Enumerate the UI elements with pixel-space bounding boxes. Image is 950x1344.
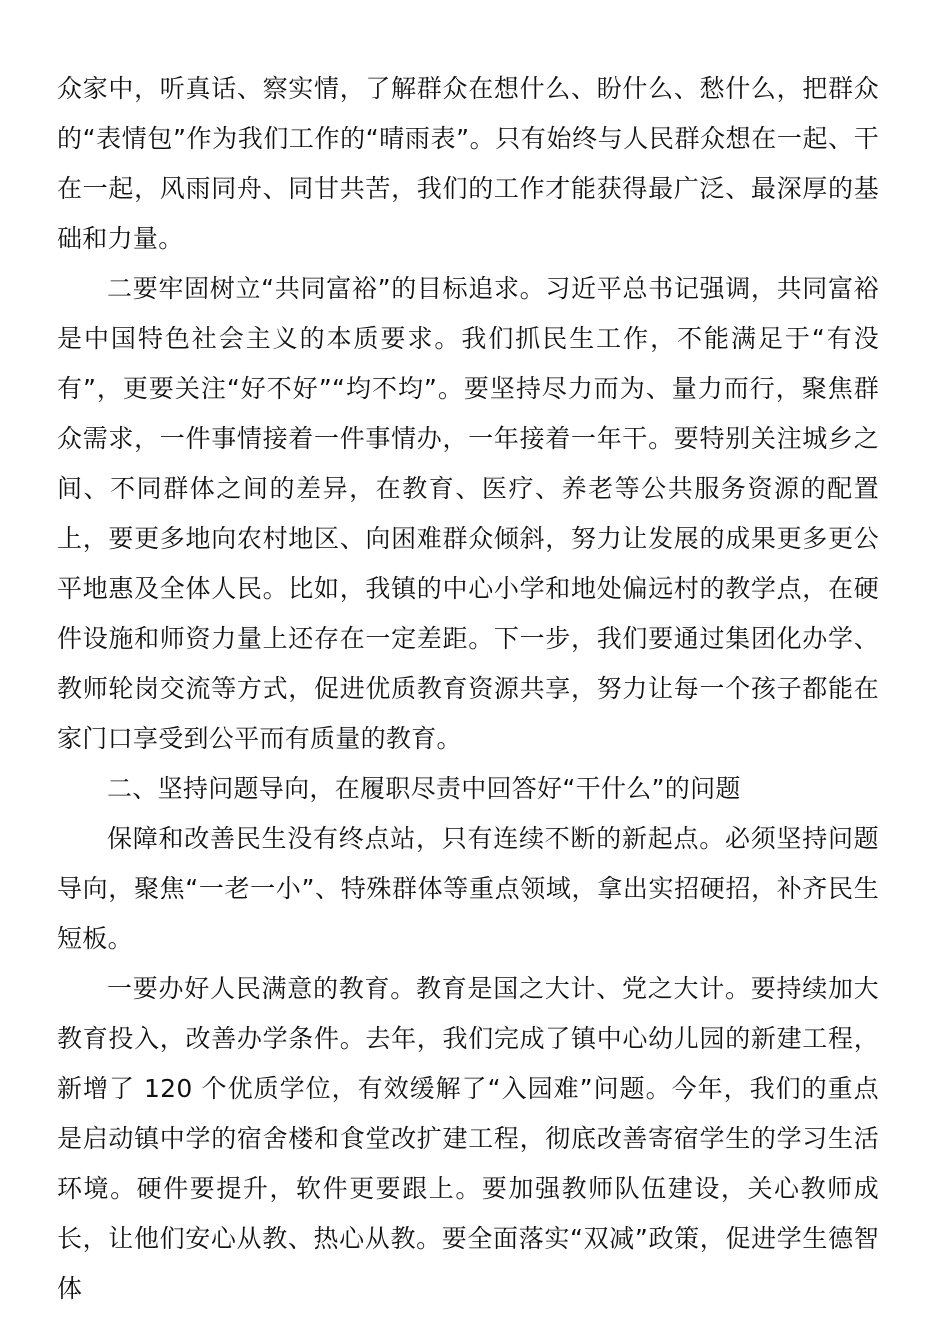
paragraph-livelihood-intro: 保障和改善民生没有终点站，只有连续不断的新起点。必须坚持问题导向，聚焦“一老一小”、特殊群体等重点领域，拿出实招硬招，补齐民生短板。 [57,824,879,953]
section-heading-problem-orientation: 二、坚持问题导向，在履职尽责中回答好“干什么”的问题 [107,774,741,803]
document-body [57,64,879,1314]
paragraph-common-prosperity: 二要牢固树立“共同富裕”的目标追求。习近平总书记强调，共同富裕是中国特色社会主义的本质要求。我们抓民生工作，不能满足于“有没有”，更要关注“好不好”“均不均”。要坚持尽力而为、量力而行，聚焦群众需求，一件事情接着一件事情办，一年接着一年干。要特别关注城乡之间、不同群体之间的差异，在教育、医疗、养老等公共服务资源的配置上，要更多地向农村地区、向困难群众倾斜，努力让发展的成果更多更公平地惠及全体人民。比如，我镇的中心小学和地处偏远村的教学点，在硬件设施和师资力量上还存在一定差距。下一步，我们要通过集团化办学、教师轮岗交流等方式，促进优质教育资源共享，努力让每一个孩子都能在家门口享受到公平而有质量的教育。 [57,274,879,753]
paragraph-continuation: 众家中，听真话、察实情，了解群众在想什么、盼什么、愁什么，把群众的“表情包”作为我们工作的“晴雨表”。只有始终与人民群众想在一起、干在一起，风雨同舟、同甘共苦，我们的工作才能获得最广泛、最深厚的基础和力量。 [57,74,879,253]
paragraph-education: 一要办好人民满意的教育。教育是国之大计、党之大计。要持续加大教育投入，改善办学条件。去年，我们完成了镇中心幼儿园的新建工程，新增了 120 个优质学位，有效缓解了“入园难”问题。今年，我们的重点是启动镇中学的宿舍楼和食堂改扩建工程，彻底改善寄宿学生的学习生活环境。硬件要提升，软件更要跟上。要加强教师队伍建设，关心教师成长，让他们安心从教、热心从教。要全面落实“双减”政策，促进学生德智体 [57,974,879,1303]
